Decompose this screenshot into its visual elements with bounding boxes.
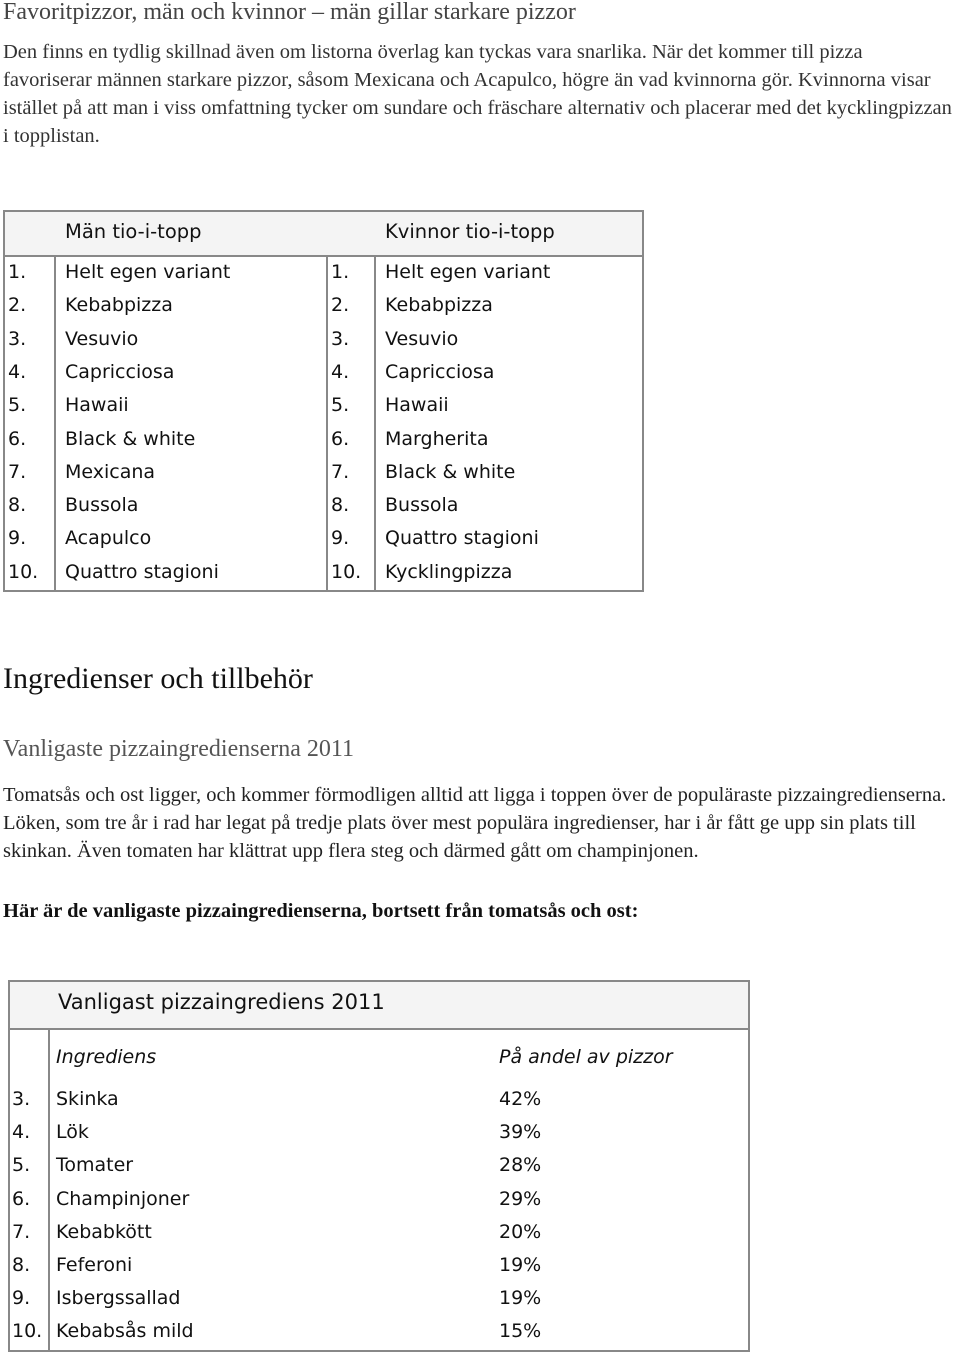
men-pizza: Quattro stagioni: [65, 560, 219, 583]
women-pizza: Hawaii: [385, 394, 449, 417]
men-rank: 2.: [8, 294, 27, 317]
ingredient-column-header: Ingrediens: [56, 1046, 157, 1068]
women-rank: 1.: [331, 261, 350, 283]
ingredient-share: 42%: [499, 1088, 542, 1110]
women-rank: 8.: [331, 494, 350, 517]
ingredient-name: Feferoni: [56, 1254, 133, 1276]
page-heading: Favoritpizzor, män och kvinnor – män gillar starkare pizzor: [3, 0, 576, 25]
men-rank: 6.: [8, 427, 27, 450]
ingredient-name: Kebabsås mild: [56, 1320, 194, 1343]
men-column-header: Män tio-i-topp: [65, 220, 202, 243]
ingredient-rank: 8.: [12, 1254, 31, 1276]
women-rank: 2.: [331, 294, 350, 317]
women-pizza: Bussola: [385, 494, 459, 517]
ingredient-name: Lök: [56, 1121, 89, 1144]
women-rank: 4.: [331, 360, 350, 383]
ingredient-name: Skinka: [56, 1088, 119, 1110]
men-rank: 10.: [8, 560, 39, 583]
men-rank: 3.: [8, 327, 27, 350]
ingredient-name: Kebabkött: [56, 1220, 152, 1243]
men-rank: 8.: [8, 494, 27, 517]
men-pizza: Hawaii: [65, 394, 129, 417]
men-pizza: Bussola: [65, 494, 139, 517]
intro-paragraph: Den finns en tydlig skillnad även om listorna överlag kan tyckas vara snarlika. När det kommer till pizza favoriserar männen starkare pizzor, såsom Mexicana och Acapulco, högre än vad kvinnorna gör. Kvinnorna visar istället på att man i viss omfattning tycker om sundare och fräschare alternativ och placerar med det kycklingpizzan i topplistan.: [3, 41, 952, 147]
women-pizza: Capricciosa: [385, 360, 495, 383]
ingredient-rank: 4.: [12, 1121, 31, 1144]
women-rank: 6.: [331, 427, 350, 450]
women-pizza: Margherita: [385, 427, 489, 450]
ingredient-share: 28%: [499, 1154, 542, 1177]
ingredient-name: Champinjoner: [56, 1187, 190, 1210]
ingredients-table: [8, 980, 750, 1350]
men-pizza: Kebabpizza: [65, 294, 173, 317]
men-rank: 9.: [8, 527, 27, 550]
women-rank: 10.: [331, 560, 362, 583]
ingredient-name: Isbergssallad: [56, 1287, 181, 1310]
column-divider: [48, 1028, 50, 1350]
men-rank: 4.: [8, 360, 27, 383]
ingredient-share: 19%: [499, 1287, 542, 1310]
ingredient-rank: 5.: [12, 1154, 31, 1177]
women-column-header: Kvinnor tio-i-topp: [385, 220, 555, 243]
women-rank: 9.: [331, 527, 350, 550]
ingredients-intro-line: Här är de vanligaste pizzaingredienserna, bortsett från tomatsås och ost:: [3, 900, 639, 922]
men-rank: 7.: [8, 460, 27, 483]
women-rank: 7.: [331, 460, 350, 483]
column-divider: [374, 255, 376, 590]
ingredient-rank: 7.: [12, 1220, 31, 1243]
ingredients-paragraph: Tomatsås och ost ligger, och kommer förmodligen alltid att ligga i toppen över de populäraste pizzaingredienserna. Löken, som tre år i rad har legat på tredje plats över mest populära ingredienser, har i år fått ge upp sin plats till skinkan. Även tomaten har klättrat upp flera steg och därmed gått om champinjonen.: [3, 784, 947, 862]
women-pizza: Quattro stagioni: [385, 527, 539, 550]
men-rank: 5.: [8, 394, 27, 417]
ingredient-rank: 6.: [12, 1187, 31, 1210]
men-pizza: Capricciosa: [65, 360, 175, 383]
women-rank: 3.: [331, 327, 350, 350]
ingredient-rank: 10.: [12, 1320, 43, 1343]
subheading: Vanligaste pizzaingredienserna 2011: [3, 736, 354, 762]
ingredient-share: 20%: [499, 1220, 542, 1243]
women-pizza: Helt egen variant: [385, 261, 551, 283]
women-pizza: Vesuvio: [385, 327, 459, 350]
ingredient-rank: 9.: [12, 1287, 31, 1310]
women-rank: 5.: [331, 394, 350, 417]
women-pizza: Black & white: [385, 460, 516, 483]
men-pizza: Helt egen variant: [65, 261, 231, 283]
column-divider: [326, 255, 328, 590]
women-pizza: Kycklingpizza: [385, 560, 513, 583]
ingredient-share: 15%: [499, 1320, 542, 1343]
ingredient-rank: 3.: [12, 1088, 31, 1110]
column-divider: [54, 255, 56, 590]
women-pizza: Kebabpizza: [385, 294, 493, 317]
ingredient-name: Tomater: [56, 1154, 134, 1177]
men-pizza: Vesuvio: [65, 327, 139, 350]
ingredient-share: 19%: [499, 1254, 542, 1276]
men-rank: 1.: [8, 261, 27, 283]
section-heading: Ingredienser och tillbehör: [3, 662, 313, 695]
men-pizza: Acapulco: [65, 527, 152, 550]
ingredients-table-title: Vanligast pizzaingrediens 2011: [58, 990, 385, 1014]
top10-table: [3, 210, 642, 590]
men-pizza: Black & white: [65, 427, 196, 450]
share-column-header: På andel av pizzor: [499, 1046, 673, 1068]
ingredient-share: 29%: [499, 1187, 542, 1210]
men-pizza: Mexicana: [65, 460, 156, 483]
ingredient-share: 39%: [499, 1121, 542, 1144]
